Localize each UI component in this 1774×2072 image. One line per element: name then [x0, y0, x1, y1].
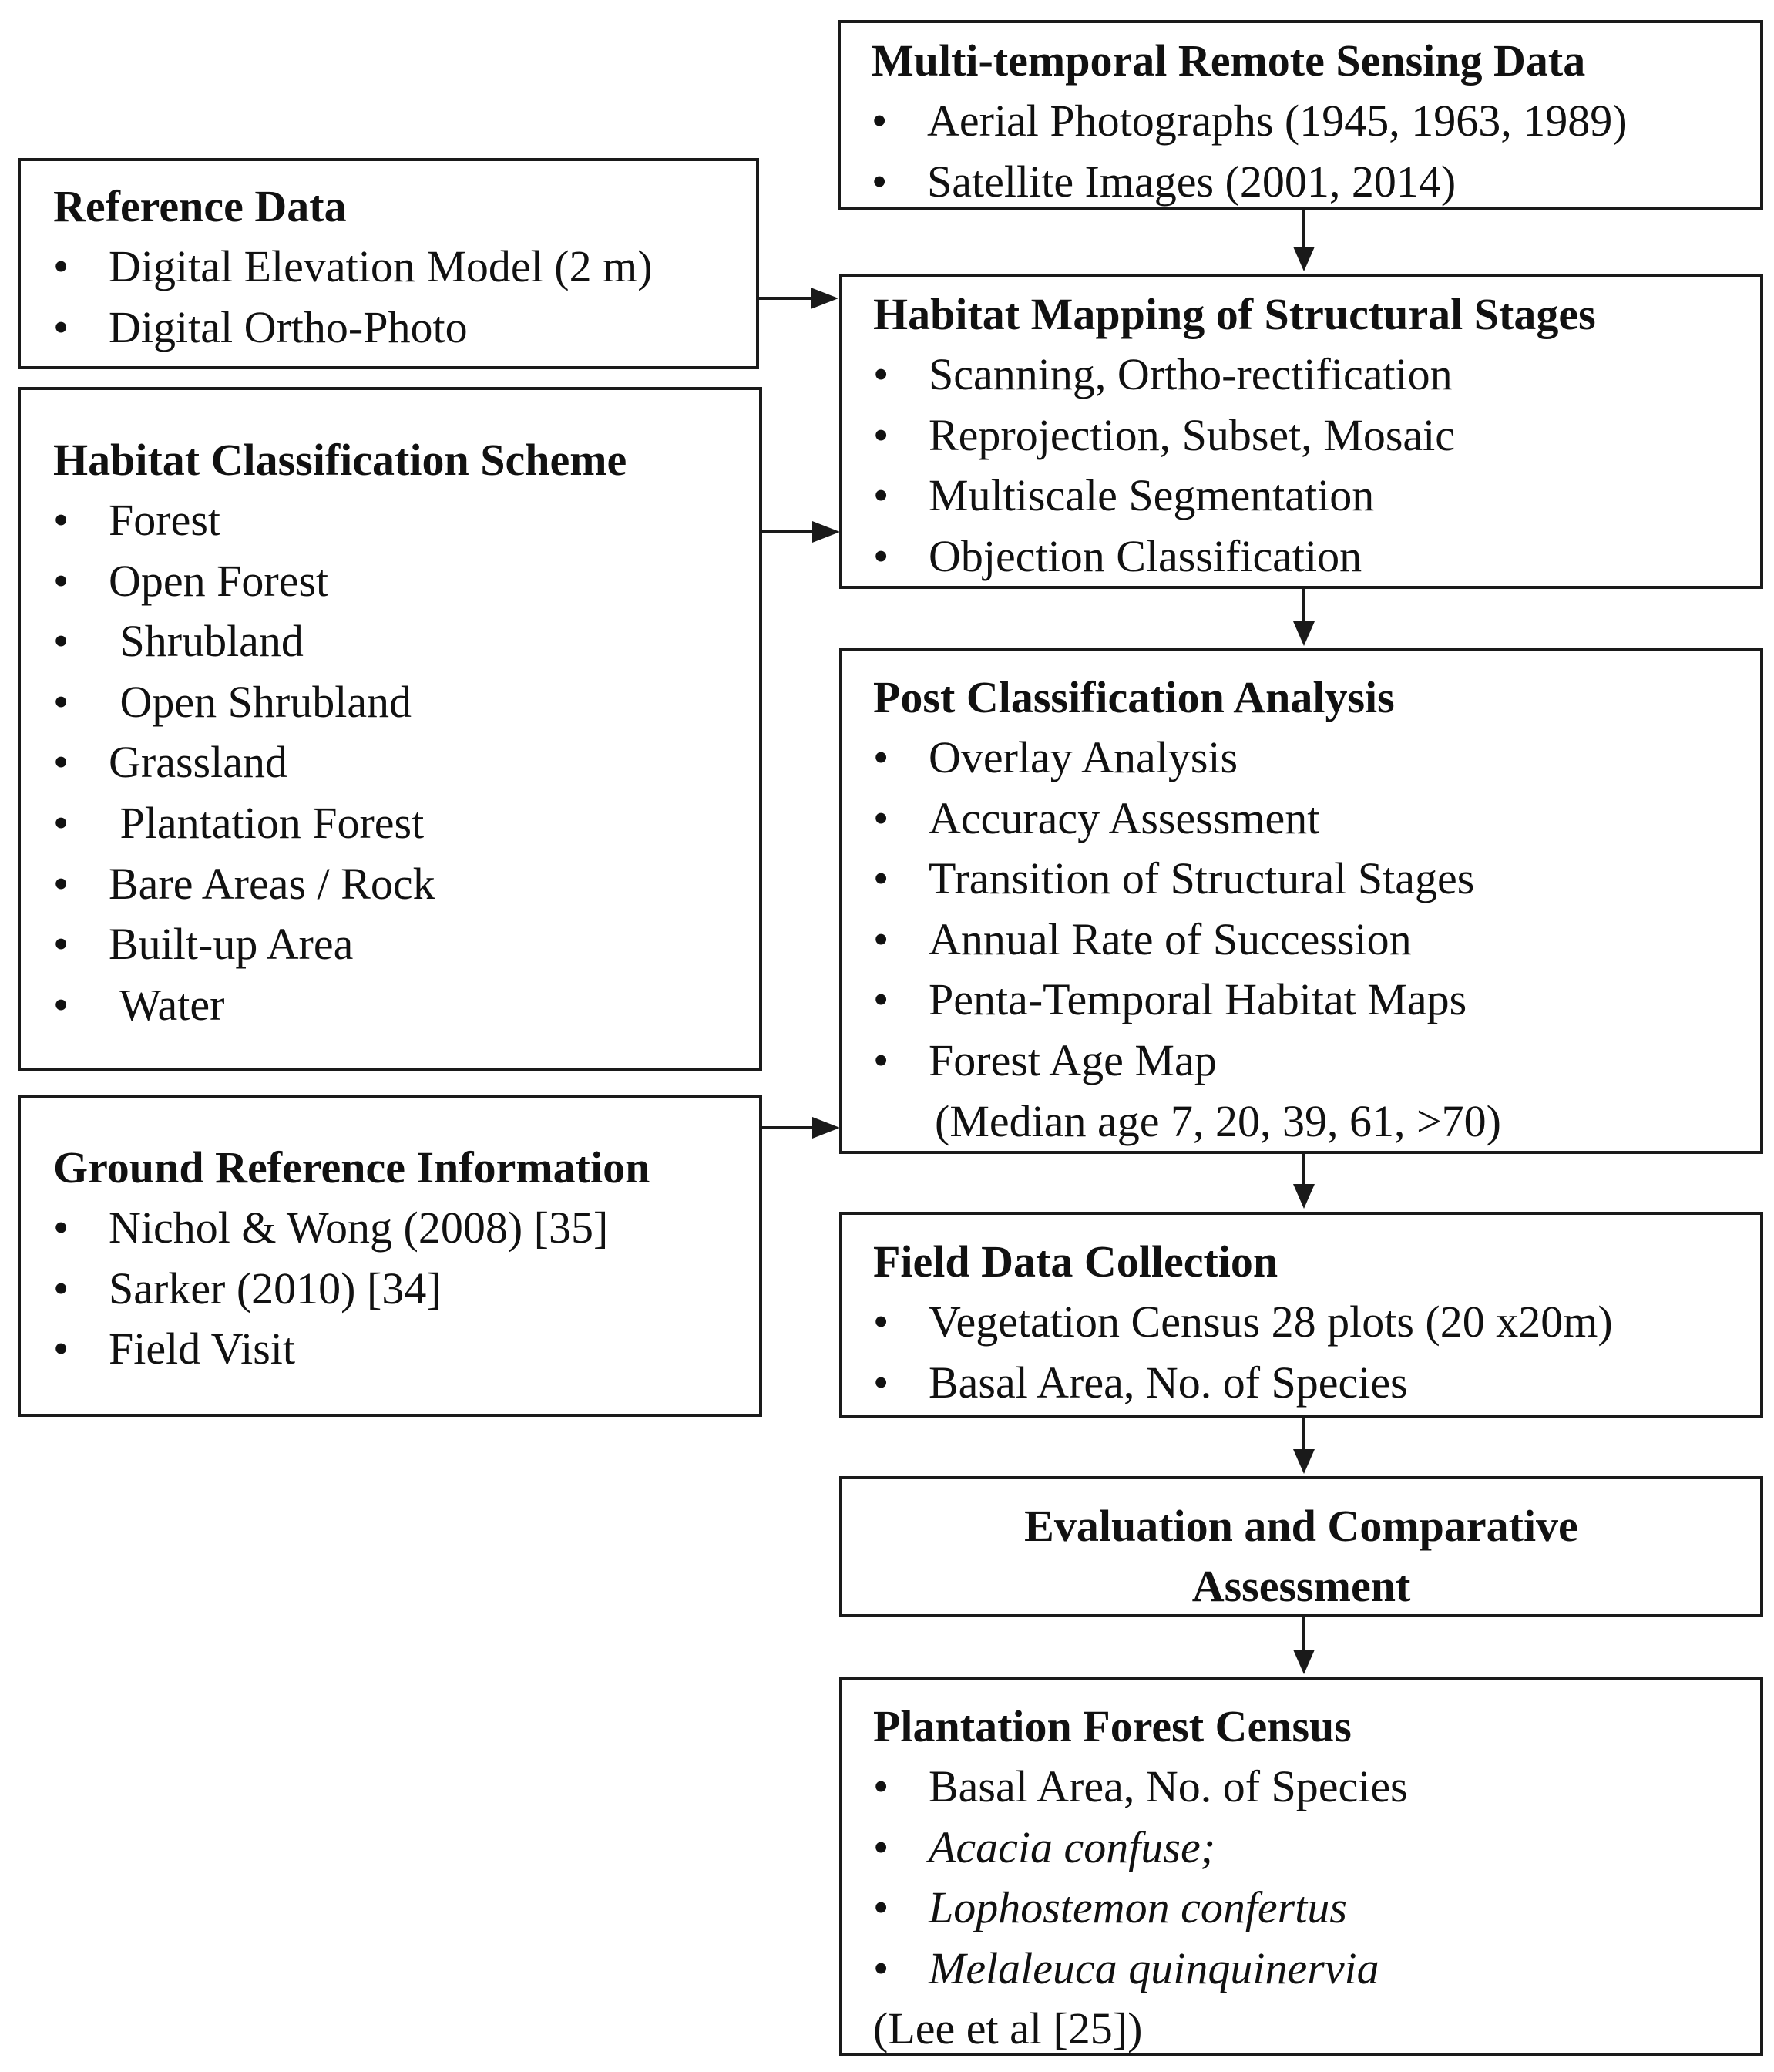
list-item: • Reprojection, Subset, Mosaic — [873, 405, 1760, 466]
field-data-title: Field Data Collection — [873, 1236, 1278, 1287]
list-item: • Field Visit — [53, 1319, 759, 1380]
list-item: • Lophostemon confertus — [873, 1878, 1760, 1939]
list-item: • Digital Elevation Model (2 m) — [53, 237, 756, 298]
list-item: • Nichol & Wong (2008) [35] — [53, 1198, 759, 1259]
remote-sensing-title: Multi-temporal Remote Sensing Data — [872, 35, 1586, 86]
arrow-field-to-evaluation — [1293, 1418, 1315, 1474]
ground-reference-list — [53, 1198, 759, 1380]
list-item: • Acacia confuse; — [873, 1818, 1760, 1879]
list-item: • Multiscale Segmentation — [873, 466, 1760, 526]
ground-reference-box — [18, 1095, 762, 1417]
evaluation-title-line1: Evaluation and Comparative — [1024, 1501, 1578, 1551]
list-item: • Open Shrubland — [53, 672, 759, 733]
list-item: • Scanning, Ortho-rectification — [873, 345, 1760, 405]
evaluation-box — [839, 1476, 1763, 1617]
field-data-list — [873, 1292, 1760, 1413]
list-item: • Plantation Forest — [53, 793, 759, 854]
arrow-reference-to-mapping — [759, 288, 838, 309]
remote-sensing-list — [872, 91, 1760, 212]
list-item: • Accuracy Assessment — [873, 789, 1760, 849]
arrow-mapping-to-post — [1293, 589, 1315, 646]
list-item: • Overlay Analysis — [873, 728, 1760, 789]
post-classification-box — [839, 648, 1763, 1154]
list-item: • Annual Rate of Succession — [873, 910, 1760, 970]
list-item: • Forest Age Map — [873, 1031, 1760, 1092]
list-item: • Open Forest — [53, 551, 759, 612]
list-item: • Satellite Images (2001, 2014) — [872, 152, 1760, 213]
list-item: • Aerial Photographs (1945, 1963, 1989) — [872, 91, 1760, 152]
evaluation-title-line2: Assessment — [1191, 1561, 1411, 1611]
reference-data-box — [18, 158, 759, 369]
post-classification-list — [873, 728, 1760, 1092]
post-classification-title: Post Classification Analysis — [873, 672, 1395, 722]
classification-scheme-title: Habitat Classification Scheme — [53, 435, 627, 485]
arrow-remote-to-mapping — [1293, 210, 1315, 271]
arrow-evaluation-to-census — [1293, 1617, 1315, 1674]
ground-reference-title: Ground Reference Information — [53, 1142, 650, 1192]
arrow-ground-to-post — [761, 1117, 840, 1139]
list-item: • Forest — [53, 490, 759, 551]
arrow-post-to-field — [1293, 1154, 1315, 1209]
list-item: • Basal Area, No. of Species — [873, 1757, 1760, 1818]
list-item: • Transition of Structural Stages — [873, 849, 1760, 910]
habitat-mapping-box — [839, 274, 1763, 589]
list-item: • Melaleuca quinquinervia — [873, 1939, 1760, 2000]
list-item: • Basal Area, No. of Species — [873, 1353, 1760, 1414]
remote-sensing-data-box — [838, 20, 1763, 210]
plantation-census-list — [873, 1757, 1760, 1999]
list-item: • Grassland — [53, 732, 759, 793]
classification-scheme-list — [53, 490, 759, 1035]
list-item: • Water — [53, 975, 759, 1036]
field-data-collection-box — [839, 1212, 1763, 1418]
list-item: • Penta-Temporal Habitat Maps — [873, 970, 1760, 1031]
reference-data-title: Reference Data — [53, 181, 347, 231]
list-item: • Sarker (2010) [34] — [53, 1259, 759, 1320]
habitat-mapping-title: Habitat Mapping of Structural Stages — [873, 289, 1596, 339]
habitat-mapping-list — [873, 345, 1760, 587]
citation-note: (Lee et al [25]) — [873, 2003, 1143, 2054]
forest-age-note: (Median age 7, 20, 39, 61, >70) — [935, 1095, 1501, 1146]
reference-data-list — [53, 237, 756, 358]
list-item: • Bare Areas / Rock — [53, 854, 759, 915]
plantation-census-box — [839, 1677, 1763, 2056]
list-item: • Digital Ortho-Photo — [53, 298, 756, 358]
plantation-census-title: Plantation Forest Census — [873, 1701, 1352, 1751]
habitat-classification-scheme-box — [18, 387, 762, 1071]
list-item: • Shrubland — [53, 611, 759, 672]
list-item: • Vegetation Census 28 plots (20 x20m) — [873, 1292, 1760, 1353]
arrow-scheme-to-mapping — [761, 521, 840, 543]
list-item: • Objection Classification — [873, 526, 1760, 587]
list-item: • Built-up Area — [53, 914, 759, 975]
